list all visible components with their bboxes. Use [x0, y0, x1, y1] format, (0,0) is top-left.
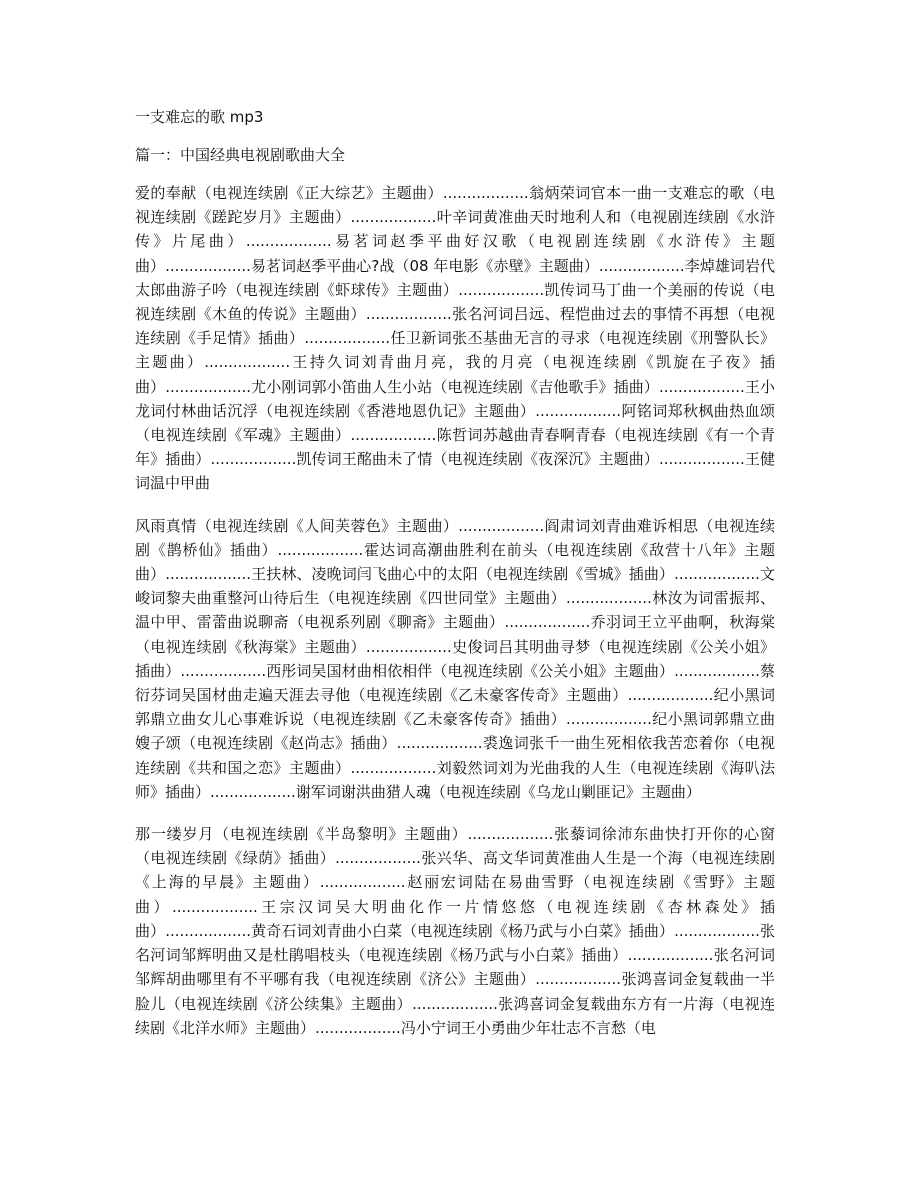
- paragraph-3: 那一缕岁月（电视连续剧《半岛黎明》主题曲）..................张藜词徐沛东曲快打开你的心窗（电视连续剧《绿荫》插曲）..................张兴华、高文华词黄准曲人生是一个海（电视连续剧《上海的早晨》主题曲）..................赵丽宏词陆在易曲雪野（电视连续剧《雪野》主题曲）..................王宗汉词吴大明曲化作一片情悠悠（电视连续剧《杏林森处》插曲）..................黄奇石词刘青曲小白菜（电视连续剧《杨乃武与小白菜》插曲）..................张名河词邹辉明曲又是杜鹃唱枝头（电视连续剧《杨乃武与小白菜》插曲）..................张名河词邹辉胡曲哪里有不平哪有我（电视连续剧《济公》主题曲）..................张鸿喜词金复载曲一半脸儿（电视连续剧《济公续集》主题曲）..................张鸿喜词金复载曲东方有一片海（电视连续剧《北洋水师》主题曲）..................冯小宁词王小勇曲少年壮志不言愁（电: [135, 825, 775, 1037]
- paragraph-2: 风雨真情（电视连续剧《人间芙蓉色》主题曲）..................阎肃词刘青曲难诉相思（电视连续剧《鹊桥仙》插曲）..................霍达词高潮曲胜利在前头（电视连续剧《敌营十八年》主题曲）..................王扶林、凌晚词闫飞曲心中的太阳（电视连续剧《雪城》插曲）..................文峻词黎夫曲重整河山待后生（电视连续剧《四世同堂》主题曲）..................林汝为词雷振邦、温中甲、雷蕾曲说聊斋（电视系列剧《聊斋》主题曲）..................乔羽词王立平曲啊，秋海棠（电视连续剧《秋海棠》主题曲）..................史俊词吕其明曲寻梦（电视连续剧《公关小姐》插曲）..................西彤词吴国材曲相依相伴（电视连续剧《公关小姐》主题曲）..................蔡衍芬词吴国材曲走遍天涯去寻他（电视连续剧《乙未豪客传奇》主题曲）..................纪小黑词郭鼎立曲女儿心事难诉说（电视连续剧《乙未豪客传奇》插曲）..................纪小黑词郭鼎立曲嫂子颂（电视连续剧《赵尚志》插曲）..................裘逸词张千一曲生死相依我苦恋着你（电视连续剧《共和国之恋》主题曲）..................刘毅然词刘为光曲我的人生（电视连续剧《海叭法师》插曲）..................谢军词谢洪曲猎人魂（电视连续剧《乌龙山剿匪记》主题曲）: [135, 516, 775, 801]
- document-page: [135, 105, 775, 1058]
- paragraph-1: 爱的奉献（电视连续剧《正大综艺》主题曲）..................翁炳荣词官本一曲一支难忘的歌（电视连续剧《蹉跎岁月》主题曲）..................叶辛词黄准曲天时地利人和（电视剧连续剧《水浒传》片尾曲）..................易茗词赵季平曲好汉歌（电视剧连续剧《水浒传》主题曲）..................易茗词赵季平曲心?战（08 年电影《赤壁》主题曲）..................李焯雄词岩代太郎曲游子吟（电视连续剧《虾球传》主题曲）..................凯传词马丁曲一个美丽的传说（电视连续剧《木鱼的传说》主题曲）..................张名河词吕远、程恺曲过去的事情不再想（电视连续剧《手足情》插曲）..................任卫新词张丕基曲无言的寻求（电视连续剧《刑警队长》主题曲）..................王持久词刘青曲月亮，我的月亮（电视连续剧《凯旋在子夜》插曲）..................尤小刚词郭小笛曲人生小站（电视连续剧《吉他歌手》插曲）..................王小龙词付林曲话沉浮（电视连续剧《香港地恩仇记》主题曲）..................阿铭词郑秋枫曲热血颂（电视连续剧《军魂》主题曲）..................陈哲词苏越曲青春啊青春（电视连续剧《有一个青年》插曲）..................凯传词王酩曲未了情（电视连续剧《夜深沉》主题曲）..................王健词温中甲曲: [135, 184, 775, 493]
- section-heading: 篇一：中国经典电视剧歌曲大全: [135, 146, 346, 164]
- document-title: 一支难忘的歌 mp3: [135, 108, 264, 126]
